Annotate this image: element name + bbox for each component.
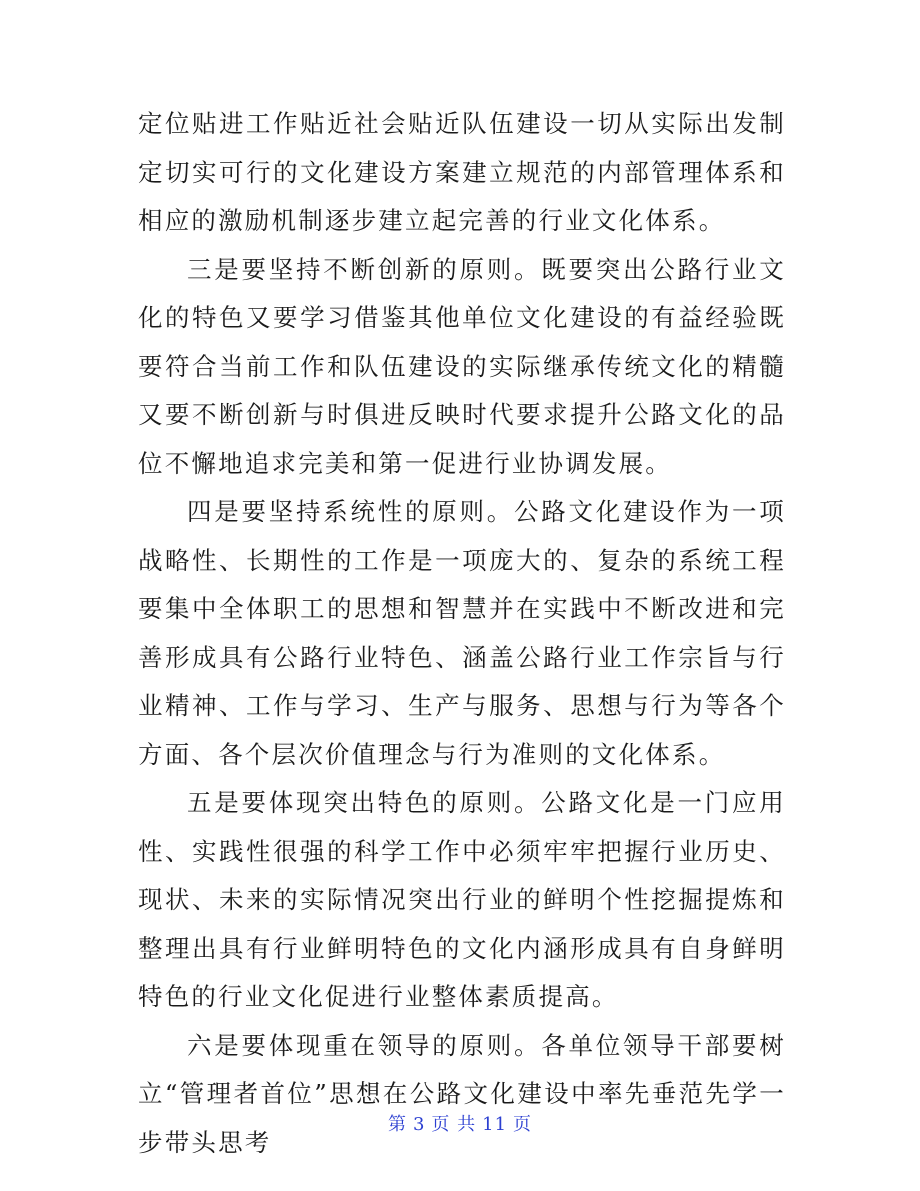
footer-prefix: 第 (387, 1114, 407, 1135)
paragraph-principle-5: 五是要体现突出特色的原则。公路文化是一门应用性、实践性很强的科学工作中必须牢牢把握行业历史、现状、未来的实际情况突出行业的鲜明个性挖掘提炼和整理出具有行业鲜明特色的文化内涵形成具有自身鲜明特色的行业文化促进行业整体素质提高。 (138, 788, 786, 1011)
paragraph-principle-3: 三是要坚持不断创新的原则。既要突出公路行业文化的特色又要学习借鉴其他单位文化建设的有益经验既要符合当前工作和队伍建设的实际继承传统文化的精髓又要不断创新与时俱进反映时代要求提升公路文化的品位不懈地追求完美和第一促进行业协调发展。 (138, 254, 786, 478)
paragraph-principle-6: 六是要体现重在领导的原则。各单位领导干部要树立“管理者首位”思想在公路文化建设中率先垂范先学一步带头思考 (138, 1030, 786, 1157)
footer-middle: 页 共 (431, 1114, 477, 1135)
paragraph-continuation: 定位贴进工作贴近社会贴近队伍建设一切从实际出发制定切实可行的文化建设方案建立规范的内部管理体系和相应的激励机制逐步建立起完善的行业文化体系。 (138, 109, 786, 235)
footer-total-pages: 11 (482, 1114, 508, 1135)
page-footer (0, 1110, 920, 1136)
footer-current-page: 3 (412, 1114, 426, 1135)
footer-suffix: 页 (513, 1114, 533, 1135)
paragraph-principle-4: 四是要坚持系统性的原则。公路文化建设作为一项战略性、长期性的工作是一项庞大的、复杂的系统工程要集中全体职工的思想和智慧并在实践中不断改进和完善形成具有公路行业特色、涵盖公路行业工作宗旨与行业精神、工作与学习、生产与服务、思想与行为等各个方面、各个层次价值理念与行为准则的文化体系。 (138, 497, 786, 769)
document-body (138, 100, 786, 1167)
